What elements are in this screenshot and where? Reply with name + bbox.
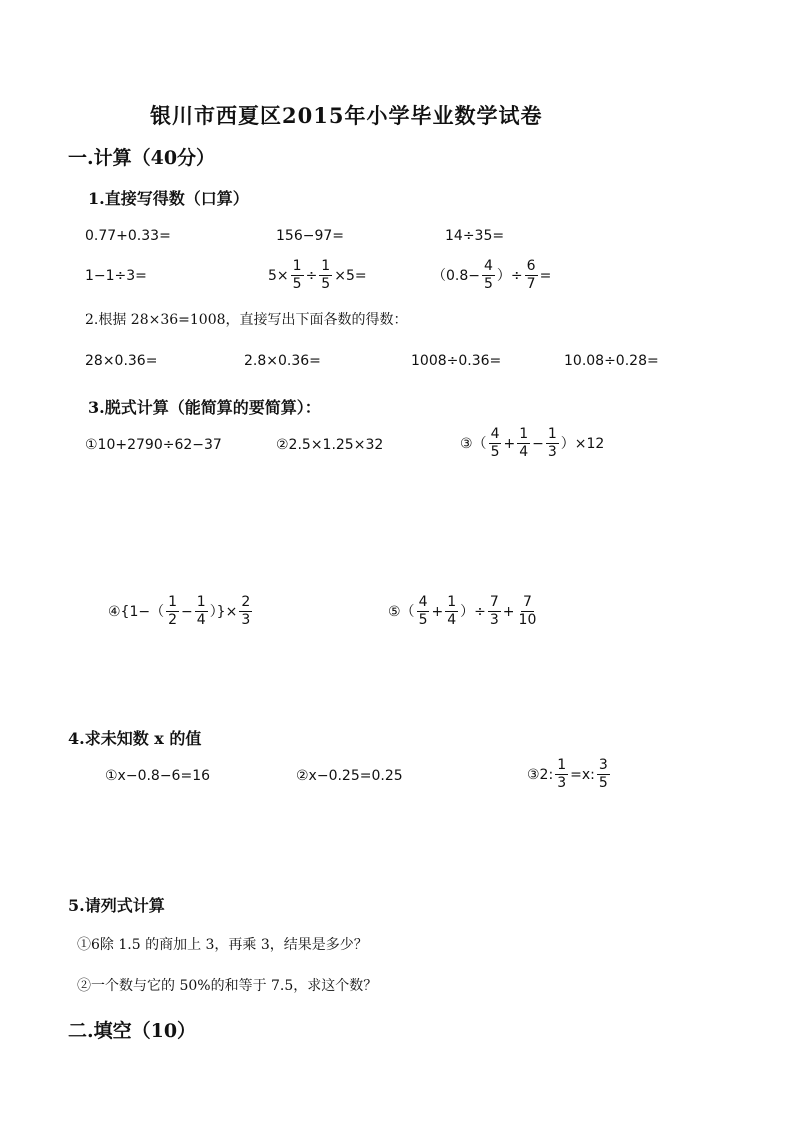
fraction [555,757,568,792]
q1-item-4: 1−1÷3= [85,268,147,284]
expr-text: 5× [268,267,289,284]
fraction [239,594,252,629]
numerator: 1 [547,426,557,442]
expr-text: ）÷ [460,603,486,620]
fraction [546,426,559,461]
numerator: 1 [557,757,567,773]
denominator: 3 [489,612,499,628]
expr-text: ）}× [209,603,238,620]
q5-problem-2: ②一个数与它的 50%的和等于 7.5，求这个数？ [77,978,378,994]
q4-heading: 4.求未知数 x 的值 [68,729,202,748]
expr-text: + [431,603,444,620]
numerator: 1 [292,258,302,274]
expr-text: ③（ [460,435,487,452]
denominator: 2 [168,612,178,628]
q4-expr-1: ①x−0.8−6=16 [105,768,211,784]
expr-text: − [532,435,544,452]
numerator: 4 [484,258,493,274]
numerator: 6 [526,258,536,274]
denominator: 3 [241,612,251,628]
denominator: 3 [547,444,557,460]
fraction [291,258,304,293]
fraction [517,594,539,629]
q3-expr-1: ①10+2790÷62−37 [85,437,222,453]
fraction [195,594,208,629]
q2-item-1: 28×0.36= [85,353,158,369]
numerator: 1 [447,594,457,610]
denominator: 10 [518,612,537,628]
q2-item-2: 2.8×0.36= [244,353,321,369]
q5-heading: 5.请列式计算 [68,896,165,915]
q3-expr-4 [108,594,254,629]
q4-expr-2: ②x−0.25=0.25 [296,768,403,784]
denominator: 3 [557,775,567,791]
fraction [488,594,501,629]
q1-item-1: 0.77+0.33= [85,228,171,244]
fraction [597,757,610,792]
q2-item-3: 1008÷0.36= [411,353,502,369]
q3-expr-5 [388,594,540,629]
expr-text: − [181,603,193,620]
numerator: 4 [490,426,500,442]
q3-expr-3 [460,426,604,461]
denominator: 7 [526,276,536,292]
expr-text: （0.8− [432,267,480,284]
q1-item-3: 14÷35= [445,228,505,244]
expr-text: =x: [570,766,595,783]
numerator: 1 [321,258,331,274]
section-1-heading: 一.计算（40分） [68,147,216,169]
expr-text: + [502,603,515,620]
denominator: 4 [519,444,529,460]
fraction [319,258,332,293]
fraction [166,594,179,629]
expr-text: ③2: [527,766,554,783]
denominator: 4 [447,612,457,628]
q2-heading: 2.根据 28×36=1008，直接写出下面各数的得数： [85,312,408,328]
expr-text: ④{1−（ [108,603,165,620]
denominator: 4 [196,612,206,628]
q3-heading: 3.脱式计算（能简算的要简算）： [88,398,321,417]
expr-text: + [503,435,516,452]
denominator: 5 [292,276,302,292]
expr-text: ÷ [305,267,318,284]
denominator: 5 [598,775,608,791]
fraction [417,594,430,629]
q1-heading: 1.直接写得数（口算） [88,189,249,208]
q3-expr-2: ②2.5×1.25×32 [276,437,384,453]
q4-expr-3 [527,757,612,792]
numerator: 1 [168,594,178,610]
numerator: 7 [489,594,499,610]
numerator: 3 [598,757,608,773]
numerator: 4 [418,594,428,610]
expr-text: = [539,267,552,284]
q1-item-5 [268,258,367,293]
numerator: 2 [241,594,251,610]
denominator: 5 [418,612,428,628]
q2-item-4: 10.08÷0.28= [564,353,659,369]
q1-item-6 [432,258,551,293]
q1-item-2: 156−97= [276,228,344,244]
fraction [489,426,502,461]
numerator: 1 [519,426,529,442]
denominator: 5 [321,276,331,292]
q5-problem-1: ①6除 1.5 的商加上 3，再乘 3，结果是多少？ [77,937,368,953]
fraction [517,426,530,461]
expr-text: ×5= [334,267,367,284]
denominator: 5 [490,444,500,460]
expr-text: ⑤（ [388,603,415,620]
numerator: 1 [196,594,206,610]
numerator: 7 [522,594,532,610]
expr-text: ）÷ [496,267,523,284]
section-2-heading: 二.填空（10） [68,1020,197,1042]
expr-text: ）×12 [560,435,605,452]
fraction [482,258,495,293]
page-title: 银川市西夏区2015年小学毕业数学试卷 [150,103,543,128]
fraction [445,594,458,629]
fraction [525,258,538,293]
denominator: 5 [484,276,493,292]
